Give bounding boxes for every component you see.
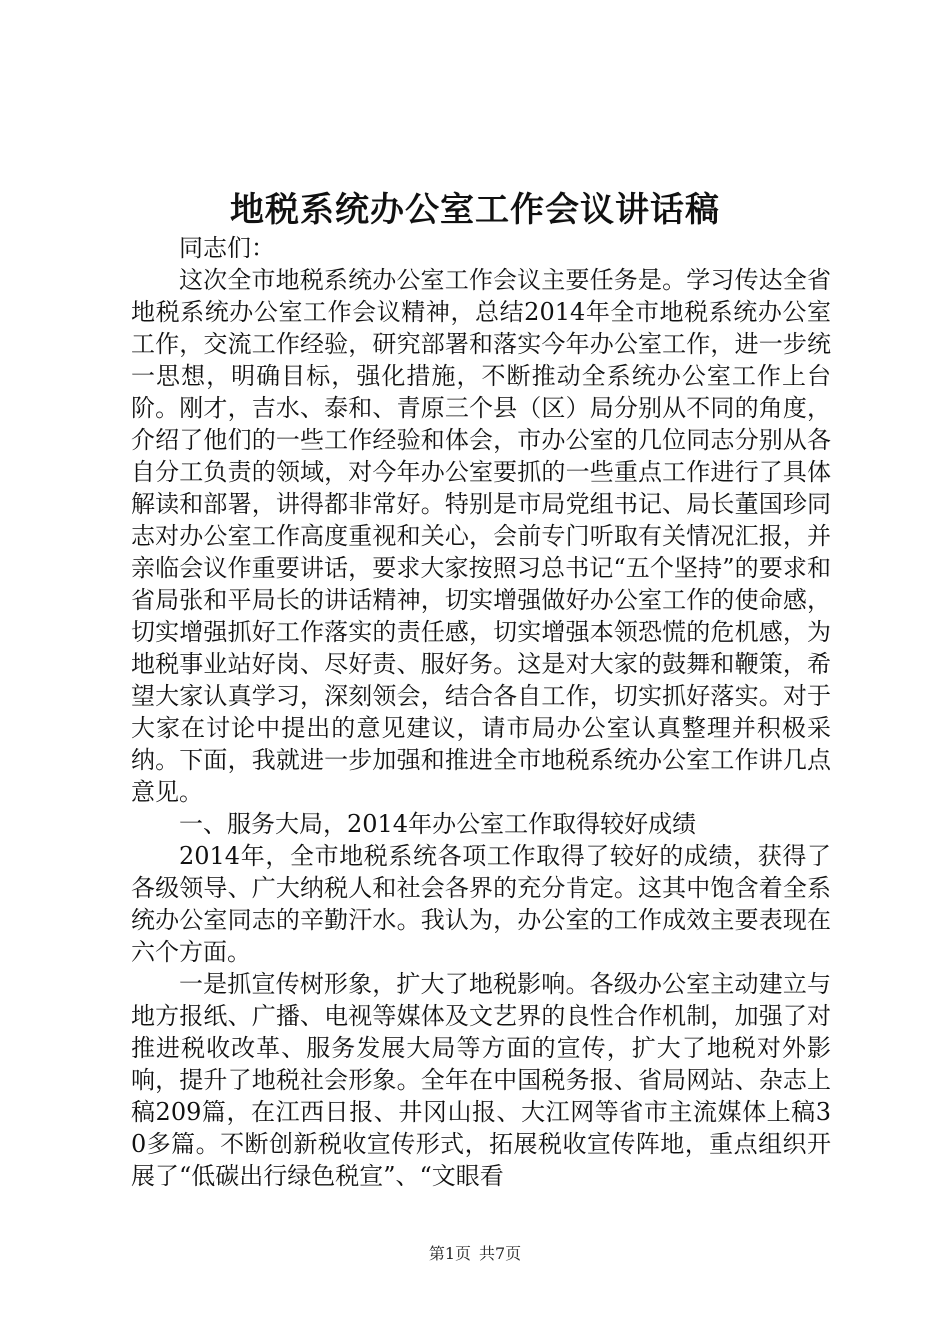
paragraph-achievements: 2014年，全市地税系统各项工作取得了较好的成绩，获得了各级领导、广大纳税人和社会各界的充分肯定。这其中饱含着全系统办公室同志的辛勤汗水。我认为，办公室的工作成效主要表现在六个方面。 bbox=[131, 842, 831, 966]
page-footer bbox=[0, 1243, 950, 1265]
paragraph-salutation: 同志们： bbox=[179, 234, 275, 262]
document-title: 地税系统办公室工作会议讲话稿 bbox=[230, 190, 720, 230]
section-heading: 一、服务大局，2014年办公室工作取得较好成绩 bbox=[179, 810, 697, 838]
paragraph-intro: 这次全市地税系统办公室工作会议主要任务是。学习传达全省地税系统办公室工作会议精神，总结2014年全市地税系统办公室工作，交流工作经验，研究部署和落实今年办公室工作，进一步统一思想，明确目标，强化措施，不断推动全系统办公室工作上台阶。刚才，吉水、泰和、青原三个县（区）局分别从不同的角度，介绍了他们的一些工作经验和体会，市办公室的几位同志分别从各自分工负责的领域，对今年办公室要抓的一些重点工作进行了具体解读和部署，讲得都非常好。特别是市局党组书记、局长董国珍同志对办公室工作高度重视和关心，会前专门听取有关情况汇报，并亲临会议作重要讲话，要求大家按照习总书记“五个坚持”的要求和省局张和平局长的讲话精神，切实增强做好办公室工作的使命感，切实增强抓好工作落实的责任感，切实增强本领恐慌的危机感，为地税事业站好岗、尽好责、服好务。这是对大家的鼓舞和鞭策，希望大家认真学习，深刻领会，结合各自工作，切实抓好落实。对于大家在讨论中提出的意见建议，请市局办公室认真整理并积极采纳。下面，我就进一步加强和推进全市地税系统办公室工作讲几点意见。 bbox=[131, 266, 831, 806]
page-number: 第1页 bbox=[428, 1244, 471, 1263]
page-total: 共7页 bbox=[479, 1244, 522, 1263]
document-body bbox=[131, 232, 831, 1192]
paragraph-publicity: 一是抓宣传树形象，扩大了地税影响。各级办公室主动建立与地方报纸、广播、电视等媒体及文艺界的良性合作机制，加强了对推进税收改革、服务发展大局等方面的宣传，扩大了地税对外影响，提升了地税社会形象。全年在中国税务报、省局网站、杂志上稿209篇，在江西日报、井冈山报、大江网等省市主流媒体上稿30多篇。不断创新税收宣传形式，拓展税收宣传阵地，重点组织开展了“低碳出行绿色税宣”、“文眼看 bbox=[131, 970, 831, 1190]
